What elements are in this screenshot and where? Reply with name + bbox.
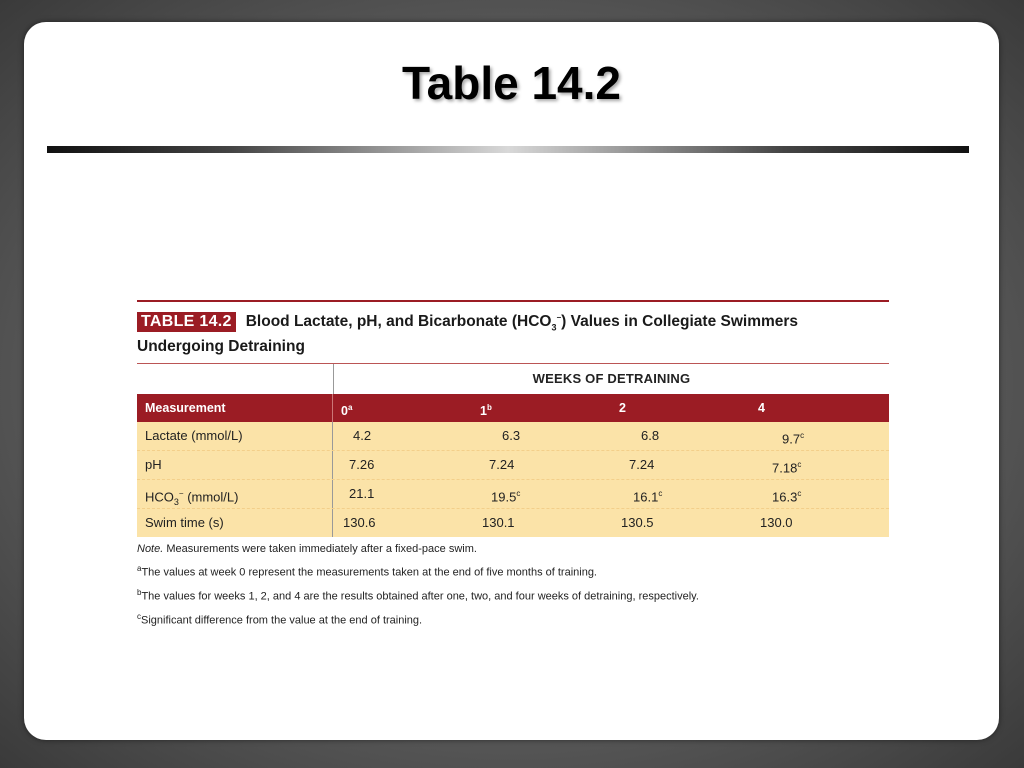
spanner-label: WEEKS OF DETRAINING: [532, 371, 691, 387]
table-cell: 9.7$^c$: [782, 431, 805, 447]
title-divider: [47, 146, 969, 153]
table-row: [137, 508, 889, 537]
table-body: [137, 422, 889, 537]
table-cell: 130.6: [343, 515, 376, 531]
table-cell: 7.24: [629, 457, 655, 473]
table-cell: 130.1: [482, 515, 515, 531]
table-cell: 19.5$^c$: [491, 489, 521, 505]
table-cell: 21.1: [349, 486, 375, 502]
table-notes: [137, 539, 889, 630]
table-row: [137, 479, 889, 508]
table-cell: 130.5: [621, 515, 654, 531]
table-cell: 7.26: [349, 457, 375, 473]
table-cell: 7.24: [489, 457, 515, 473]
table-cell: 6.3: [502, 428, 521, 444]
caption-sup: −: [556, 313, 562, 322]
note-b: $^b$The values for weeks 1, 2, and 4 are the results obtained after one, two, and four weeks of detraining, respectively.: [137, 587, 699, 603]
caption-part2: ) Values in Collegiate Swimmers Undergoing Detraining: [137, 313, 799, 356]
table-row: [137, 422, 889, 450]
table-tag: TABLE 14.2: [137, 312, 236, 332]
spanner-blank: [137, 364, 334, 394]
header-week-2: 2: [619, 401, 626, 416]
table-cell: 16.3$^c$: [772, 489, 802, 505]
note-a: $^a$The values at week 0 represent the measurements taken at the end of five months of training.: [137, 564, 597, 579]
note-general: Note. Measurements were taken immediately after a fixed-pace swim.: [137, 543, 477, 556]
row-label: pH: [137, 451, 333, 479]
table-row: [137, 450, 889, 479]
spanner-row: [137, 364, 889, 394]
table-header: [137, 394, 889, 422]
slide: [24, 22, 999, 740]
table-caption: [137, 302, 889, 363]
row-label: Lactate (mmol/L): [137, 422, 333, 450]
table-figure: [137, 300, 889, 630]
caption-part1: Blood Lactate, pH, and Bicarbonate (HCO: [245, 313, 552, 331]
table-cell: 4.2: [353, 428, 372, 444]
row-label: Swim time (s): [137, 509, 333, 537]
table-cell: 6.8: [641, 428, 660, 444]
table-cell: 7.18$^c$: [772, 460, 802, 476]
note-c: $^c$Significant difference from the value at the end of training.: [137, 611, 423, 627]
header-week-1: 1$^b$: [480, 403, 492, 419]
table-cell: 130.0: [760, 515, 793, 531]
caption-sub: 3: [551, 322, 557, 333]
header-week-4: 4: [758, 401, 765, 416]
slide-title: Table 14.2: [401, 57, 622, 109]
row-label: $HCO_3^-$ (mmol/L): [137, 480, 333, 508]
table-cell: 16.1$^c$: [633, 489, 663, 505]
header-measurement: Measurement: [137, 394, 333, 422]
header-week-0: 0$^a$: [341, 403, 353, 419]
